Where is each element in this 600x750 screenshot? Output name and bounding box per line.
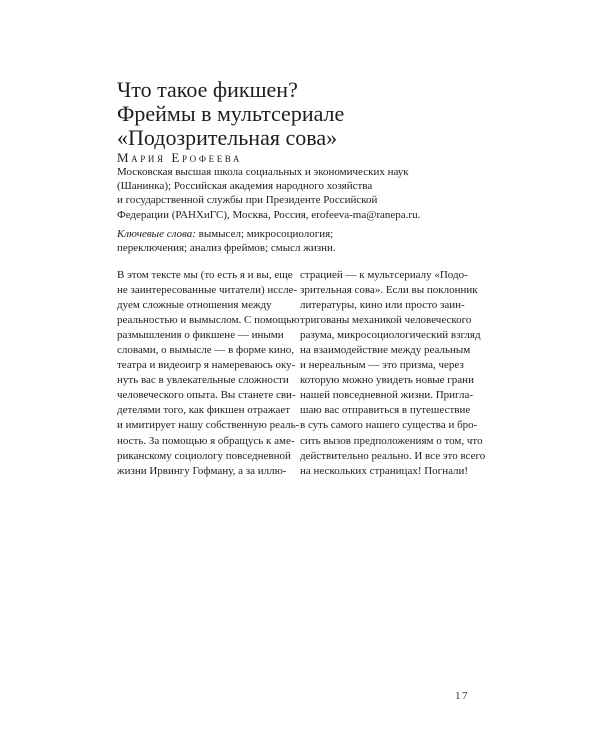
text-line: нуть вас в увлекательные сложности <box>117 374 289 387</box>
title-line-3: «Подозрительная сова» <box>117 125 338 150</box>
text-line: литературы, кино или просто заин- <box>300 299 465 312</box>
text-line: на нескольких страницах! Погнали! <box>300 464 469 477</box>
text-line: которую можно увидеть новые грани <box>300 374 474 387</box>
text-line: человеческого опыта. Вы станете сви- <box>117 389 296 402</box>
text-line: не заинтересованные читатели) иссле- <box>117 284 298 297</box>
keywords-label: Ключевые слова: <box>117 228 196 240</box>
text-line: реальностью и вымыслом. С помощью <box>117 314 300 327</box>
text-line: действительно реально. И все это всего <box>300 449 486 462</box>
title-line-1: Что такое фикшен? <box>117 77 298 102</box>
text-line: шаю вас отправиться в путешествие <box>300 404 471 417</box>
text-line: жизни Ирвингу Гофману, а за иллю- <box>117 464 287 477</box>
text-line: В этом тексте мы (то есть я и вы, еще <box>117 269 293 281</box>
text-line: размышления о фикшене — иными <box>117 329 284 342</box>
keywords-line <box>117 227 537 241</box>
affiliation-line: и государственной службы при Президенте Российской <box>117 194 378 207</box>
article-title <box>117 78 537 150</box>
keywords-text: вымысел; микросоциология; <box>195 228 334 240</box>
affiliation-line: Московская высшая школа социальных и экономических наук <box>117 166 409 178</box>
text-line: риканскому социологу повседневной <box>117 449 291 462</box>
abstract-column-right <box>300 268 486 479</box>
text-line: театра и видеоигр я намереваюсь оку- <box>117 359 296 372</box>
author-affiliation <box>117 165 537 222</box>
abstract-column-left <box>117 268 300 479</box>
text-line: детелями того, как фикшен отражает <box>117 404 291 417</box>
page-number: 17 <box>455 690 469 702</box>
text-line: страцией — к мультсериалу «Подо- <box>300 269 468 281</box>
text-line: словами, о вымысле — в форме кино, <box>117 344 294 357</box>
affiliation-line: (Шанинка); Российская академия народного хозяйства <box>117 180 373 193</box>
text-line: зрительная сова». Если вы поклонник <box>300 284 478 297</box>
text-line: тригованы механикой человеческого <box>300 314 472 327</box>
text-line: на взаимодействие между реальным <box>300 344 471 357</box>
author-name: Мария Ерофеева <box>117 150 242 165</box>
text-line: и имитирует нашу собственную реаль- <box>117 419 300 432</box>
keywords <box>117 227 537 255</box>
text-line: разума, микросоциологический взгляд <box>300 329 481 342</box>
keywords-line: переключения; анализ фреймов; смысл жизни. <box>117 242 336 255</box>
text-line: сить вызов предположениям о том, что <box>300 434 483 447</box>
text-line: и нереальным — это призма, через <box>300 359 464 372</box>
affiliation-line: Федерации (РАНХиГС), Москва, Россия, erofeeva-ma@ranepa.ru. <box>117 208 421 221</box>
text-line: дуем сложные отношения между <box>117 299 272 312</box>
text-line: ность. За помощью я обращусь к аме- <box>117 434 295 447</box>
title-line-2: Фреймы в мультсериале <box>117 101 345 126</box>
text-line: нашей повседневной жизни. Пригла- <box>300 389 474 402</box>
text-line: в суть самого нашего существа и бро- <box>300 419 478 432</box>
